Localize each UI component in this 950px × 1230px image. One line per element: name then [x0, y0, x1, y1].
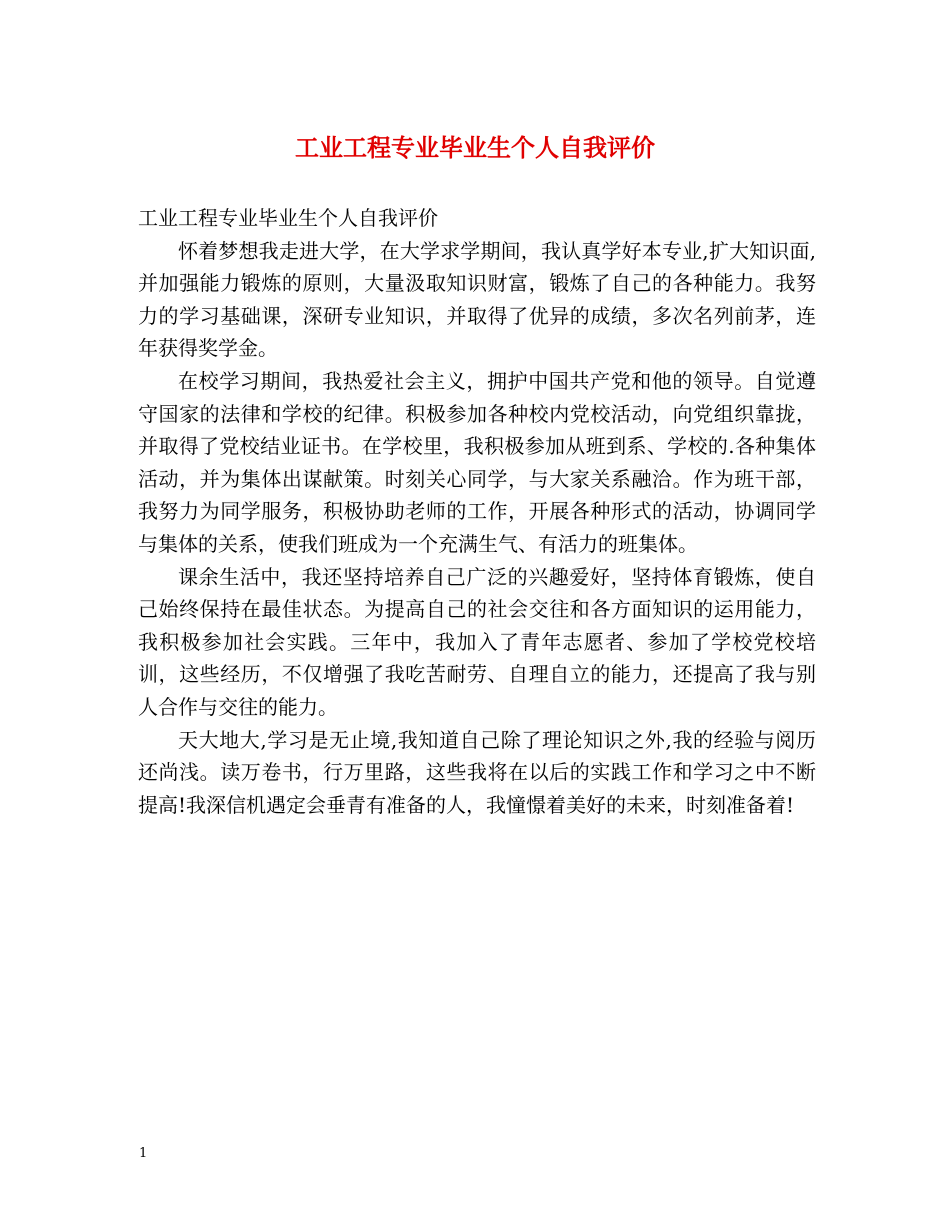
document-body [138, 202, 816, 821]
paragraph-1: 怀着梦想我走进大学，在大学求学期间，我认真学好本专业,扩大知识面,并加强能力锻炼的原则，大量汲取知识财富，锻炼了自己的各种能力。我努力的学习基础课，深研专业知识，并取得了优异的成绩，多次名列前茅，连年获得奖学金。 [138, 238, 816, 361]
document-subtitle: 工业工程专业毕业生个人自我评价 [138, 206, 438, 230]
paragraph-4: 天大地大,学习是无止境,我知道自己除了理论知识之外,我的经验与阅历还尚浅。读万卷书，行万里路，这些我将在以后的实践工作和学习之中不断提高!我深信机遇定会垂青有准备的人，我憧憬着美好的未来，时刻准备着! [138, 727, 816, 817]
paragraph-2: 在校学习期间，我热爱社会主义，拥护中国共产党和他的领导。自觉遵守国家的法律和学校的纪律。积极参加各种校内党校活动，向党组织靠拢，并取得了党校结业证书。在学校里，我积极参加从班到系、学校的.各种集体活动，并为集体出谋献策。时刻关心同学，与大家关系融洽。作为班干部，我努力为同学服务，积极协助老师的工作，开展各种形式的活动，协调同学与集体的关系，使我们班成为一个充满生气、有活力的班集体。 [138, 368, 816, 556]
document-title: 工业工程专业毕业生个人自我评价 [295, 134, 655, 162]
paragraph-3: 课余生活中，我还坚持培养自己广泛的兴趣爱好，坚持体育锻炼，使自己始终保持在最佳状态。为提高自己的社会交往和各方面知识的运用能力，我积极参加社会实践。三年中，我加入了青年志愿者、参加了学校党校培训，这些经历，不仅增强了我吃苦耐劳、自理自立的能力，还提高了我与别人合作与交往的能力。 [138, 564, 816, 719]
page-number: 1 [139, 1146, 148, 1161]
